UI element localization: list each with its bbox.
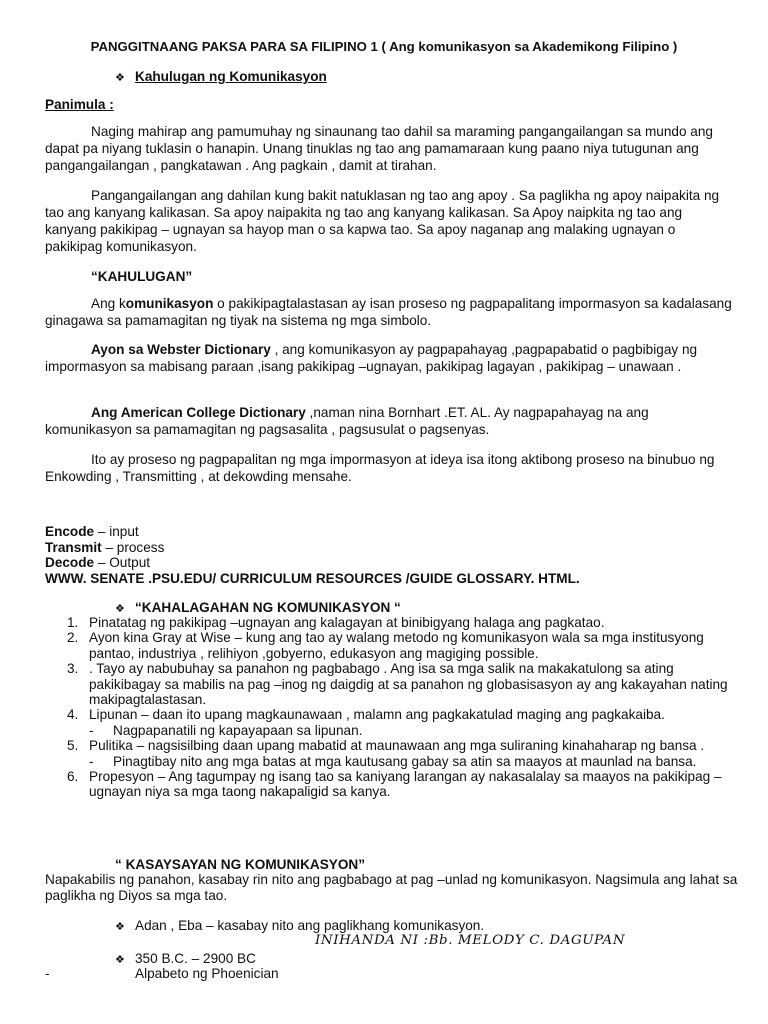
paragraph-4-rest: , ang komunikasyon ay pagpapahayag ,pagpapabatid o pagbibigay ng impormasyon sa mabisang paraan ,isang pakikipag –ugnayan, pakikipag lagayan , pakikipag – unawaan . [45,342,698,374]
subheading-kahulugan [115,68,327,87]
paragraph-3-start: Ang k [91,296,126,311]
paragraph-1: Naging mahirap ang pamumuhay ng sinaunang tao dahil sa maraming pangangailangan sa mundo ang dapat pa niyang tuklasin o hanapin. Unang tinuklas ng tao ang pamamaraan kung paano niya tutugunan ang pangangailangan , pangkatawan . Ang pagkain , damit at tirahan. [45,124,713,173]
paragraph-5-rest: ,naman nina Bornhart .ET. AL. Ay nagpapahayag na ang komunikasyon sa pamamagitan ng pagsasalita , pagsusulat o pagsenyas. [45,405,649,437]
sub-item [89,723,739,738]
list-number: 4. [67,707,79,723]
paragraph-4 [45,341,735,375]
paragraph-3 [45,295,735,329]
list-item [67,615,739,630]
paragraph-5 [45,404,735,438]
encode-definitions [45,523,745,585]
kasaysayan-heading: “ KASAYSAYAN NG KOMUNIKASYON” [115,857,366,872]
diamond-bullet-icon: ❖ [115,954,125,966]
list-text: . Tayo ay nabubuhay sa panahon ng pagbabago . Ang isa sa mga salik na makakatulong sa ating pakikibagay sa mabilis na pag –inog ng daigdig at sa panahon ng globasisasyon ay ang kakayahan nating makipagtalastasan. [89,661,728,708]
diamond-bullet-icon: ❖ [115,603,125,615]
paragraph-3-bold: omunikasyon [125,296,214,311]
list-item [67,661,739,708]
transmit-line [45,539,745,555]
paragraph-3-rest: o pakikipagtalastasan ay isan proseso ng pagpapalitang impormasyon sa kadalasang ginagawa sa pamamagitan ng tiyak na sistema ng mga simbolo. [45,296,732,328]
list-number: 2. [67,630,79,646]
subheading-kahulugan-label: Kahulugan ng Komunikasyon [135,69,327,84]
encode-term: Encode [45,524,95,539]
paragraph-2: Pangangailangan ang dahilan kung bakit natuklasan ng tao ang apoy . Sa paglikha ng apoy naipakita ng tao ang kanyang kalikasan. Sa apoy naipakita ng tao ang kanyang kalikasan. Sa Apoy naipkita ng tao ang kanyang pakikipag – ugnayan sa hayop man o sa kapwa tao. Sa apoy naganap ang malaking ugnayan o pakikipag komunikasyon. [45,188,720,254]
diamond-bullet-icon: ❖ [115,72,125,84]
prepared-by-signature: INIHANDA NI :Bb. MELODY C. DAGUPAN [315,933,626,948]
bullet-350bc-text: 350 B.C. – 2900 BC [135,951,256,966]
list-number: 6. [67,769,79,785]
sub-item [89,754,739,769]
list-item [67,630,739,661]
list-item [67,738,739,769]
decode-term: Decode [45,555,95,570]
bullet-adan-eba-text: Adan , Eba – kasabay nito ang paglikhang komunikasyon. [135,918,485,933]
list-number: 3. [67,661,79,677]
list-text: Propesyon – Ang tagumpay ng isang tao sa kaniyang larangan ay nakasalalay sa maayos na pakikipag –ugnayan niya sa mga taong nakapaligid sa kanya. [89,769,722,800]
sub-item-text: Pinagtibay nito ang mga batas at mga kautusang gabay sa atin sa maayos at maunlad na bansa. [113,753,697,769]
paragraph-6: Ito ay proseso ng pagpapalitan ng mga impormasyon at ideya isa itong aktibong proseso na binubuo ng Enkowding , Transmitting , at dekowding mensahe. [45,452,715,484]
list-item [67,707,739,738]
decode-line [45,554,745,570]
list-text: Pinatatag ng pakikipag –ugnayan ang kalagayan at binibigyang halaga ang pagkatao. [89,615,605,630]
list-number: 5. [67,738,79,754]
transmit-term: Transmit [45,539,102,555]
list-text: Lipunan – daan ito upang magkaunawaan , malamn ang pagkakatulad maging ang pagkakaiba. [89,707,665,723]
kahulugan-heading: “KAHULUGAN” [91,269,193,284]
paragraph-4-bold: Ayon sa Webster Dictionary [91,342,271,357]
diamond-bullet-icon: ❖ [115,921,125,933]
paragraph-5-bold: Ang American College Dictionary [91,405,306,420]
dash-marker: - [45,966,50,981]
list-text: Ayon kina Gray at Wise – kung ang tao ay walang metodo ng komunikasyon wala sa mga institusyong pantao, industriya , relihiyon ,gobyerno, edukasyon ang magiging possible. [89,630,704,661]
encode-def: – input [94,524,139,539]
panimula-label: Panimula : [45,97,114,112]
dash-item-text: Alpabeto ng Phoenician [135,966,279,981]
reference-url: WWW. SENATE .PSU.EDU/ CURRICULUM RESOURCES /GUIDE GLOSSARY. HTML. [45,570,580,586]
dash-marker: - [89,753,94,769]
kahalagahan-heading-label: “KAHALAGAHAN NG KOMUNIKASYON “ [135,600,401,615]
sub-item-text: Nagpapanatili ng kapayapaan sa lipunan. [113,722,363,738]
kahalagahan-list [67,615,739,800]
list-number: 1. [67,615,79,630]
encode-line [45,523,745,539]
kasaysayan-text: Napakabilis ng panahon, kasabay rin nito ang pagbabago at pag –unlad ng komunikasyon. Nagsimula ang lahat sa paglikha ng Diyos sa mga tao. [45,872,738,903]
dash-item-phoenician [45,965,279,982]
dash-marker: - [89,722,94,738]
list-item [67,769,739,800]
decode-def: – Output [94,555,151,570]
transmit-def: – process [101,539,165,555]
document-title: PANGGITNAANG PAKSA PARA SA FILIPINO 1 ( Ang komunikasyon sa Akademikong Filipino ) [90,39,678,54]
list-text: Pulitika – nagsisilbing daan upang mabatid at maunawaan ang mga suliraning kinahaharap ng bansa . [89,738,705,754]
